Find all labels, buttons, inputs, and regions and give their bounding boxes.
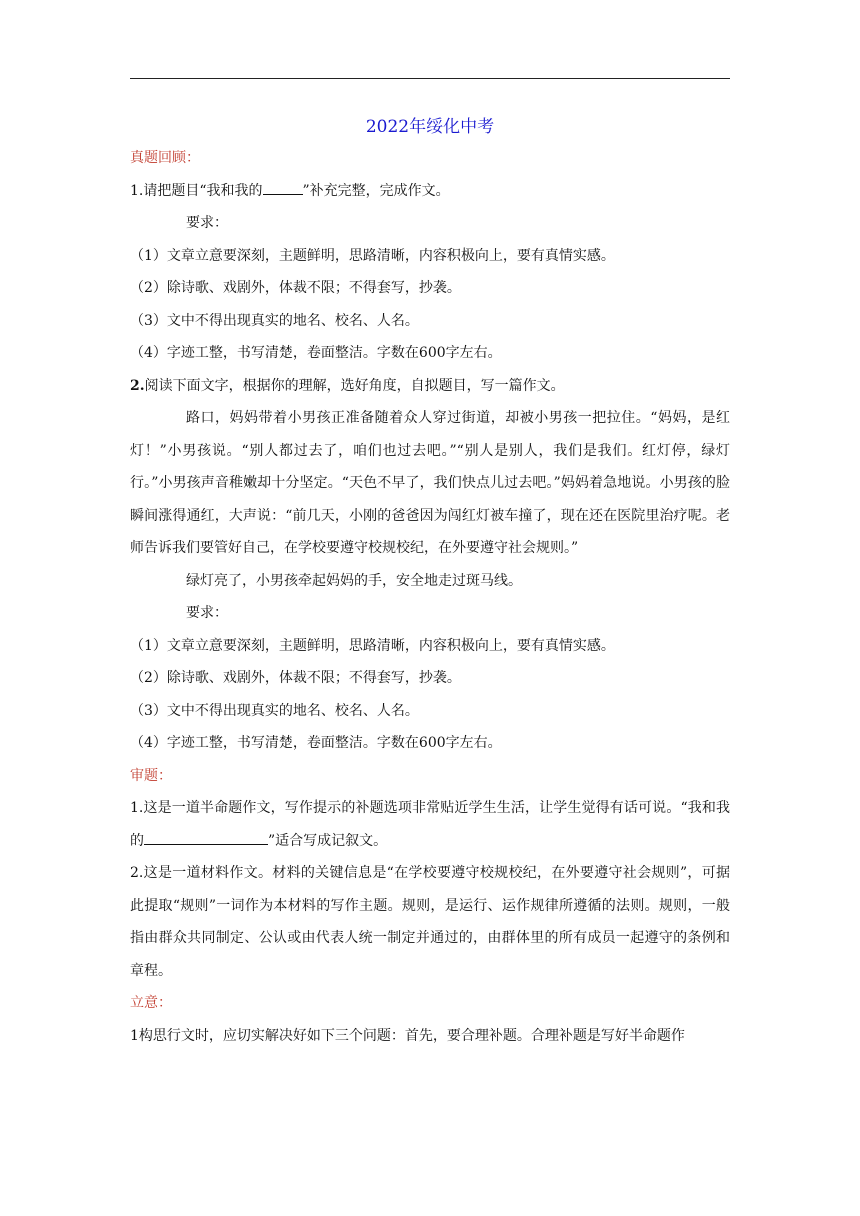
requirements-label-1: 要求： <box>186 215 228 231</box>
document-page <box>130 112 730 1052</box>
analysis-1 <box>130 792 730 857</box>
material-paragraph: 路口，妈妈带着小男孩正准备随着众人穿过街道，却被小男孩一把拉住。“妈妈，是红灯！”小男孩说。“别人都过去了，咱们也过去吧。”“别人是别人，我们是我们。红灯停，绿灯行。”小男孩声音稚嫩却十分坚定。“天色不早了，我们快点儿过去吧。”妈妈着急地说。小男孩的脸瞬间涨得通红，大声说：“前几天，小刚的爸爸因为闯红灯被车撞了，现在还在医院里治疗呢。老师告诉我们要管好自己，在学校要遵守校规校纪，在外要遵守社会规则。” <box>130 410 730 556</box>
section-heading-idea: 立意： <box>130 995 172 1011</box>
requirement-2: （2）除诗歌、戏剧外，体裁不限；不得套写，抄袭。 <box>130 280 461 296</box>
idea-1: 1构思行文时，应切实解决好如下三个问题：首先，要合理补题。合理补题是写好半命题作 <box>130 1027 685 1044</box>
material-paragraph-2: 绿灯亮了，小男孩牵起妈妈的手，安全地走过斑马线。 <box>186 572 522 589</box>
fill-blank <box>263 180 303 195</box>
section-heading-analysis: 审题： <box>130 767 172 784</box>
question-1 <box>130 175 730 208</box>
analysis-1-prefix: 1.这是一道半命题作文，写作提示的补题选项非常贴近学生生活，让学生觉得有话可说。“我和我的 <box>130 800 730 849</box>
question-2 <box>130 370 730 403</box>
requirements-label-2: 要求： <box>186 605 228 621</box>
analysis-1-suffix: ”适合写成记叙文。 <box>268 832 388 849</box>
requirement-2b: （2）除诗歌、戏剧外，体裁不限；不得套写，抄袭。 <box>130 670 461 686</box>
question-2-number: 2. <box>130 377 145 394</box>
requirement-4: （4）字迹工整，书写清楚，卷面整洁。字数在600字左右。 <box>130 345 502 361</box>
question-1-prefix: 1.请把题目“我和我的 <box>130 182 263 199</box>
requirement-3: （3）文中不得出现真实的地名、校名、人名。 <box>130 312 419 329</box>
requirement-1b: （1）文章立意要深刻，主题鲜明，思路清晰，内容积极向上，要有真情实感。 <box>130 637 615 654</box>
section-heading-review: 真题回顾： <box>130 150 200 166</box>
analysis-2: 2.这是一道材料作文。材料的关键信息是“在学校要遵守校规校纪，在外要遵守社会规则”，可据此提取“规则”一词作为本材料的写作主题。规则，是运行、运作规律所遵循的法则。规则，一般指由群众共同制定、公认或由代表人统一制定并通过的，由群体里的所有成员一起遵守的条例和章程。 <box>130 865 730 979</box>
question-2-text: 阅读下面文字，根据你的理解，选好角度，自拟题目，写一篇作文。 <box>144 377 565 394</box>
requirement-3b: （3）文中不得出现真实的地名、校名、人名。 <box>130 702 419 719</box>
requirement-4b: （4）字迹工整，书写清楚，卷面整洁。字数在600字左右。 <box>130 735 502 751</box>
header-rule <box>130 78 730 79</box>
question-1-suffix: ”补充完整，完成作文。 <box>302 182 450 199</box>
requirement-1: （1）文章立意要深刻，主题鲜明，思路清晰，内容积极向上，要有真情实感。 <box>130 247 615 264</box>
fill-blank-2 <box>144 830 268 845</box>
document-title: 2022年绥化中考 <box>365 117 495 137</box>
